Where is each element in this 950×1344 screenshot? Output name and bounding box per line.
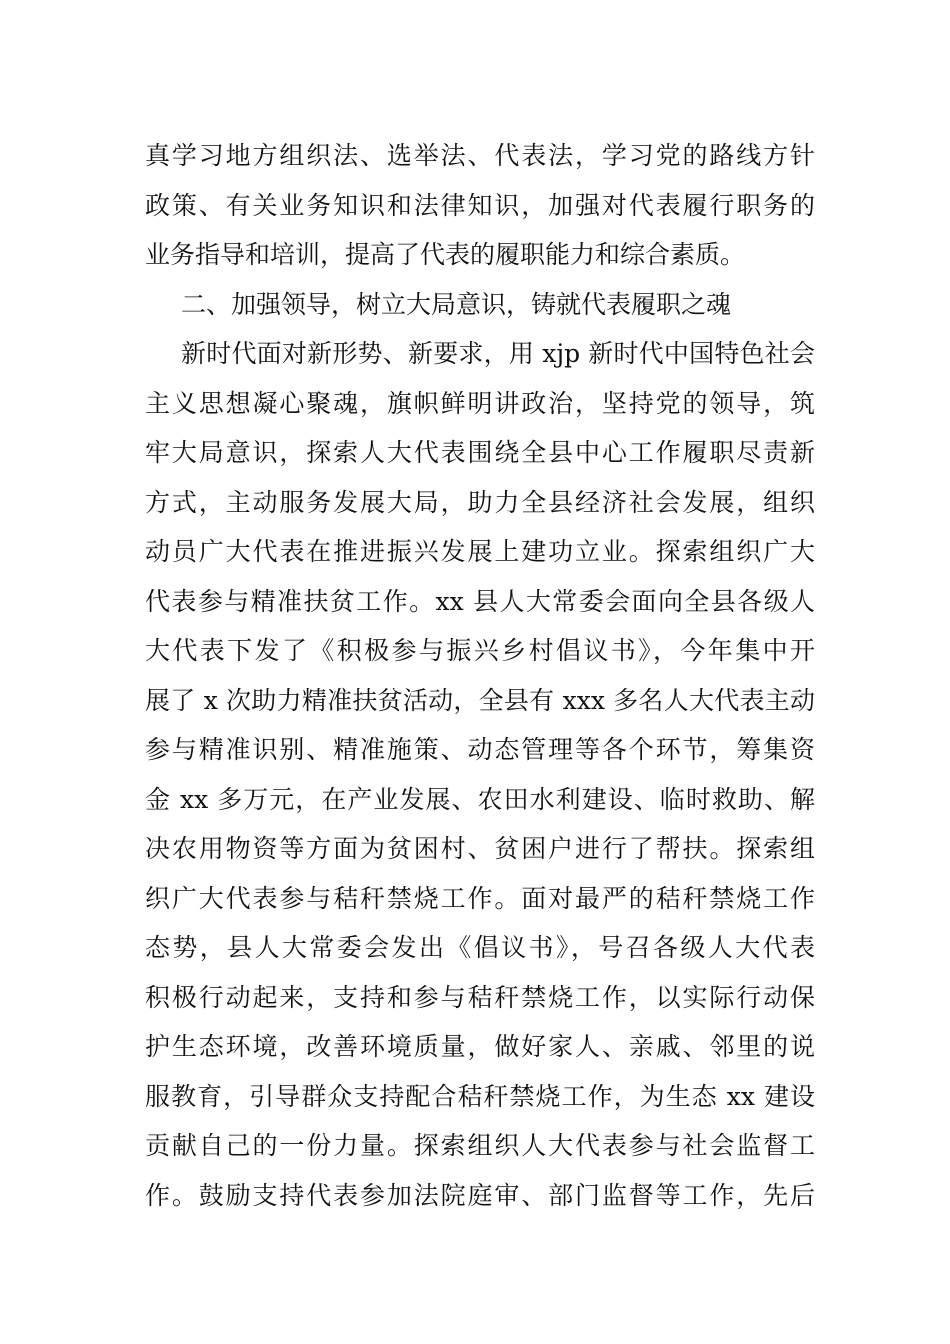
text-line: 态势，县人大常委会发出《倡议书》，号召各级人大代表 xyxy=(145,933,815,962)
section-heading: 二、加强领导，树立大局意识，铸就代表履职之魂 xyxy=(181,289,732,319)
text-line: 大代表下发了《积极参与振兴乡村倡议书》，今年集中开 xyxy=(145,636,815,665)
text-line: 业务指导和培训，提高了代表的履职能力和综合素质。 xyxy=(145,240,746,269)
text-line: 护生态环境，改善环境质量，做好家人、亲戚、邻里的说 xyxy=(145,1032,815,1061)
text-line: 展了 x 次助力精准扶贫活动，全县有 xxx 多名人大代表主动 xyxy=(145,685,815,715)
text-line: 贡献自己的一份力量。探索组织人大代表参与社会监督工 xyxy=(145,1131,815,1160)
text-line: 作。鼓励支持代表参加法院庭审、部门监督等工作，先后 xyxy=(145,1180,815,1210)
document-body xyxy=(145,131,815,1220)
text-line: 新时代面对新形势、新要求，用 xjp 新时代中国特色社会 xyxy=(181,339,815,368)
text-line: 牢大局意识，探索人大代表围绕全县中心工作履职尽责新 xyxy=(145,438,815,467)
text-line: 代表参与精准扶贫工作。xx 县人大常委会面向全县各级人 xyxy=(145,586,815,616)
text-line: 参与精准识别、精准施策、动态管理等各个环节，筹集资 xyxy=(145,735,815,764)
text-line: 方式，主动服务发展大局，助力全县经济社会发展，组织 xyxy=(145,487,815,517)
text-line: 真学习地方组织法、选举法、代表法，学习党的路线方针 xyxy=(145,141,815,170)
text-line: 决农用物资等方面为贫困村、贫困户进行了帮扶。探索组 xyxy=(145,834,815,863)
text-line: 金 xx 多万元，在产业发展、农田水利建设、临时救助、解 xyxy=(145,784,815,814)
text-line: 织广大代表参与秸秆禁烧工作。面对最严的秸秆禁烧工作 xyxy=(145,883,815,913)
text-line: 服教育，引导群众支持配合秸秆禁烧工作，为生态 xx 建设 xyxy=(145,1081,815,1111)
text-line: 动员广大代表在推进振兴发展上建功立业。探索组织广大 xyxy=(145,537,815,566)
text-line: 政策、有关业务知识和法律知识，加强对代表履行职务的 xyxy=(145,190,815,220)
text-line: 主义思想凝心聚魂，旗帜鲜明讲政治，坚持党的领导，筑 xyxy=(145,388,815,418)
text-line: 积极行动起来，支持和参与秸秆禁烧工作，以实际行动保 xyxy=(145,982,815,1012)
